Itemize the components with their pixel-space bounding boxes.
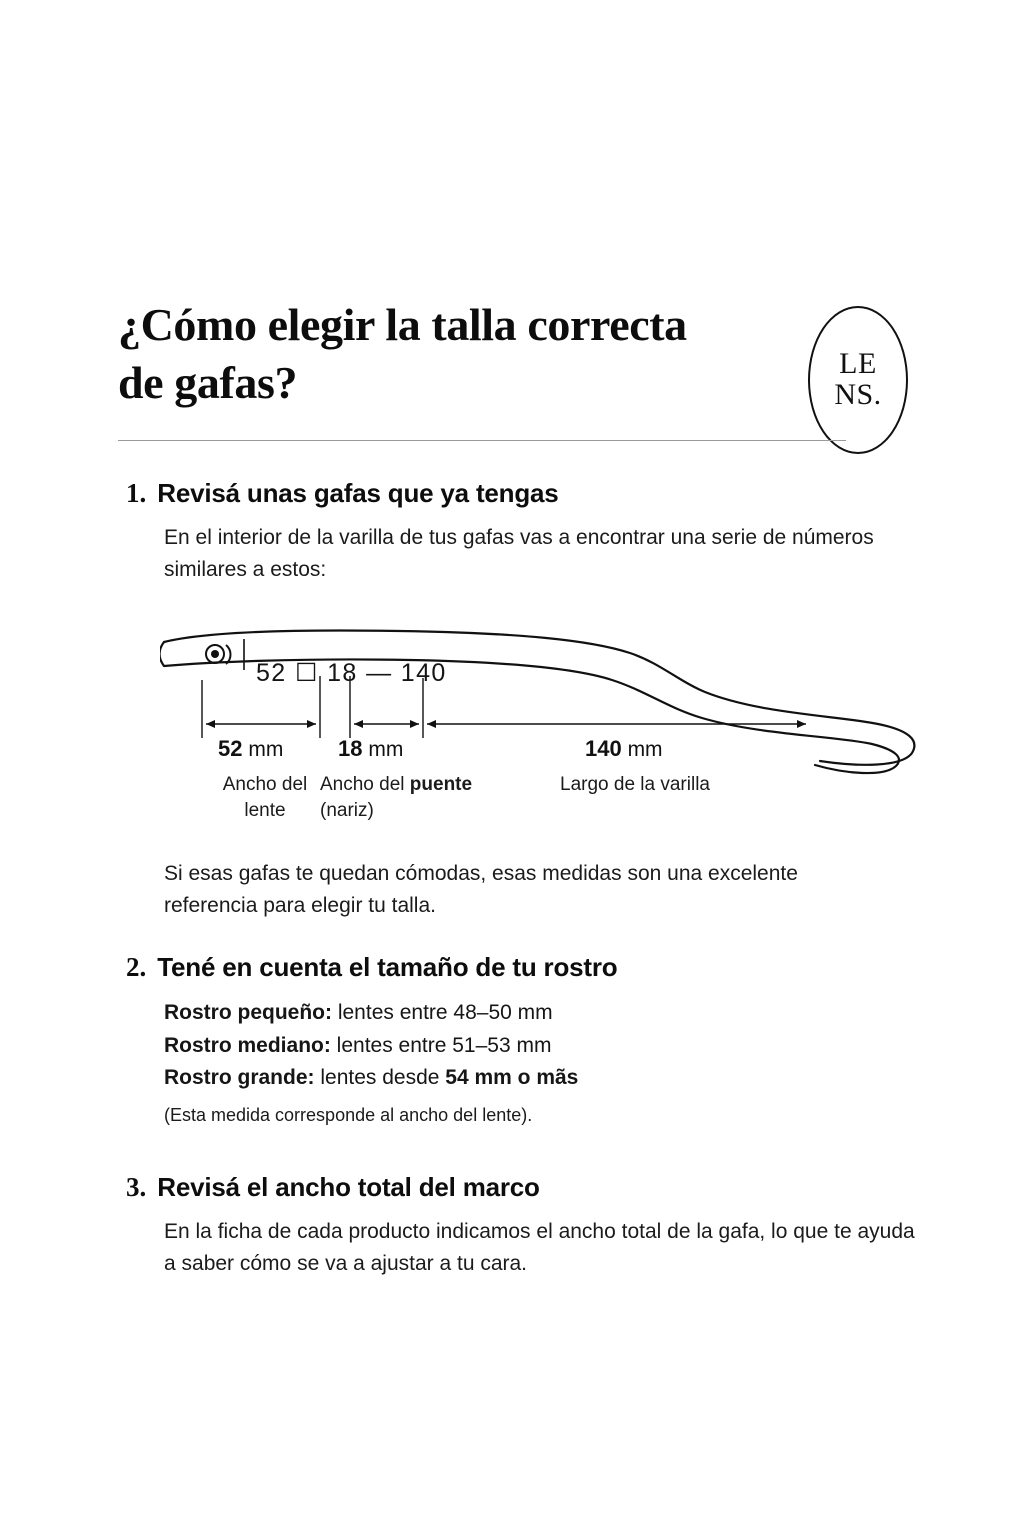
measure-3-label	[585, 736, 663, 762]
measure-2-caption-line1: Ancho del	[320, 774, 410, 795]
measure-1-caption-line1: Ancho del	[222, 774, 308, 795]
measure-3-value: 140	[585, 736, 622, 761]
face-size-value-large: lentes desde	[314, 1066, 446, 1090]
logo-line-1: LE	[839, 347, 877, 381]
section-2-heading	[126, 952, 916, 983]
section-2	[126, 952, 916, 1126]
section-1-heading	[126, 478, 916, 509]
section-3-title: Revisá el ancho total del marco	[157, 1172, 540, 1202]
measure-3-unit: mm	[627, 738, 663, 761]
face-size-list	[164, 997, 916, 1095]
section-1-paragraph: En el interior de la varilla de tus gafas vas a encontrar una serie de números similares a estos:	[164, 526, 874, 581]
measure-2-unit: mm	[368, 738, 404, 761]
header	[118, 296, 908, 413]
section-1-title: Revisá unas gafas que ya tengas	[157, 478, 559, 508]
section-3-number: 3.	[126, 1172, 147, 1202]
face-size-value-medium: lentes entre 51–53 mm	[330, 1033, 552, 1057]
temple-arm-diagram	[160, 620, 940, 850]
measure-2-label	[338, 736, 403, 762]
logo-line-2: NS.	[834, 378, 882, 411]
header-divider	[118, 440, 846, 441]
section-3-paragraph: En la ficha de cada producto indicamos el ancho total de la gafa, lo que te ayuda a saber cómo se va a ajustar a tu cara.	[164, 1220, 915, 1275]
measure-3-caption-line1: Largo de la varilla	[560, 774, 710, 795]
section-3	[126, 1172, 926, 1280]
section-2-number: 2.	[126, 952, 147, 982]
measure-1-label	[218, 736, 283, 762]
face-size-label-small: Rostro pequeño:	[164, 1001, 332, 1024]
temple-engraving-text: 52 ☐ 18 — 140	[256, 659, 447, 687]
face-size-value-small: lentes entre 48–50 mm	[332, 1001, 553, 1024]
section-1	[126, 478, 916, 586]
measure-2-caption-line2: (nariz)	[320, 799, 374, 821]
measure-1-value: 52	[218, 736, 243, 761]
face-size-label-large: Rostro grande:	[164, 1066, 315, 1090]
section-3-heading	[126, 1172, 926, 1203]
section-1-number: 1.	[126, 478, 147, 508]
page-title: ¿Cómo elegir la talla correcta de gafas?	[118, 299, 687, 409]
brand-logo	[808, 306, 908, 454]
face-size-row-small	[164, 997, 916, 1030]
face-size-label-medium: Rostro mediano:	[164, 1033, 331, 1057]
measure-2-caption-strong: puente	[409, 774, 473, 795]
measure-2-caption	[320, 772, 550, 823]
face-size-emphasis-large: 54 mm o mãs	[445, 1066, 579, 1090]
face-size-row-medium	[164, 1030, 916, 1063]
face-size-row-large	[164, 1062, 916, 1095]
measure-1-caption-line2: lente	[244, 799, 286, 821]
measure-3-caption	[560, 772, 820, 798]
section-1-after-paragraph: Si esas gafas te quedan cómodas, esas medidas son una excelente referencia para elegir tu talla.	[164, 862, 798, 917]
measure-2-value: 18	[338, 736, 363, 761]
section-2-title: Tené en cuenta el tamaño de tu rostro	[157, 952, 618, 982]
measure-1-unit: mm	[248, 738, 284, 761]
face-size-note: (Esta medida corresponde al ancho del lente).	[164, 1104, 533, 1125]
